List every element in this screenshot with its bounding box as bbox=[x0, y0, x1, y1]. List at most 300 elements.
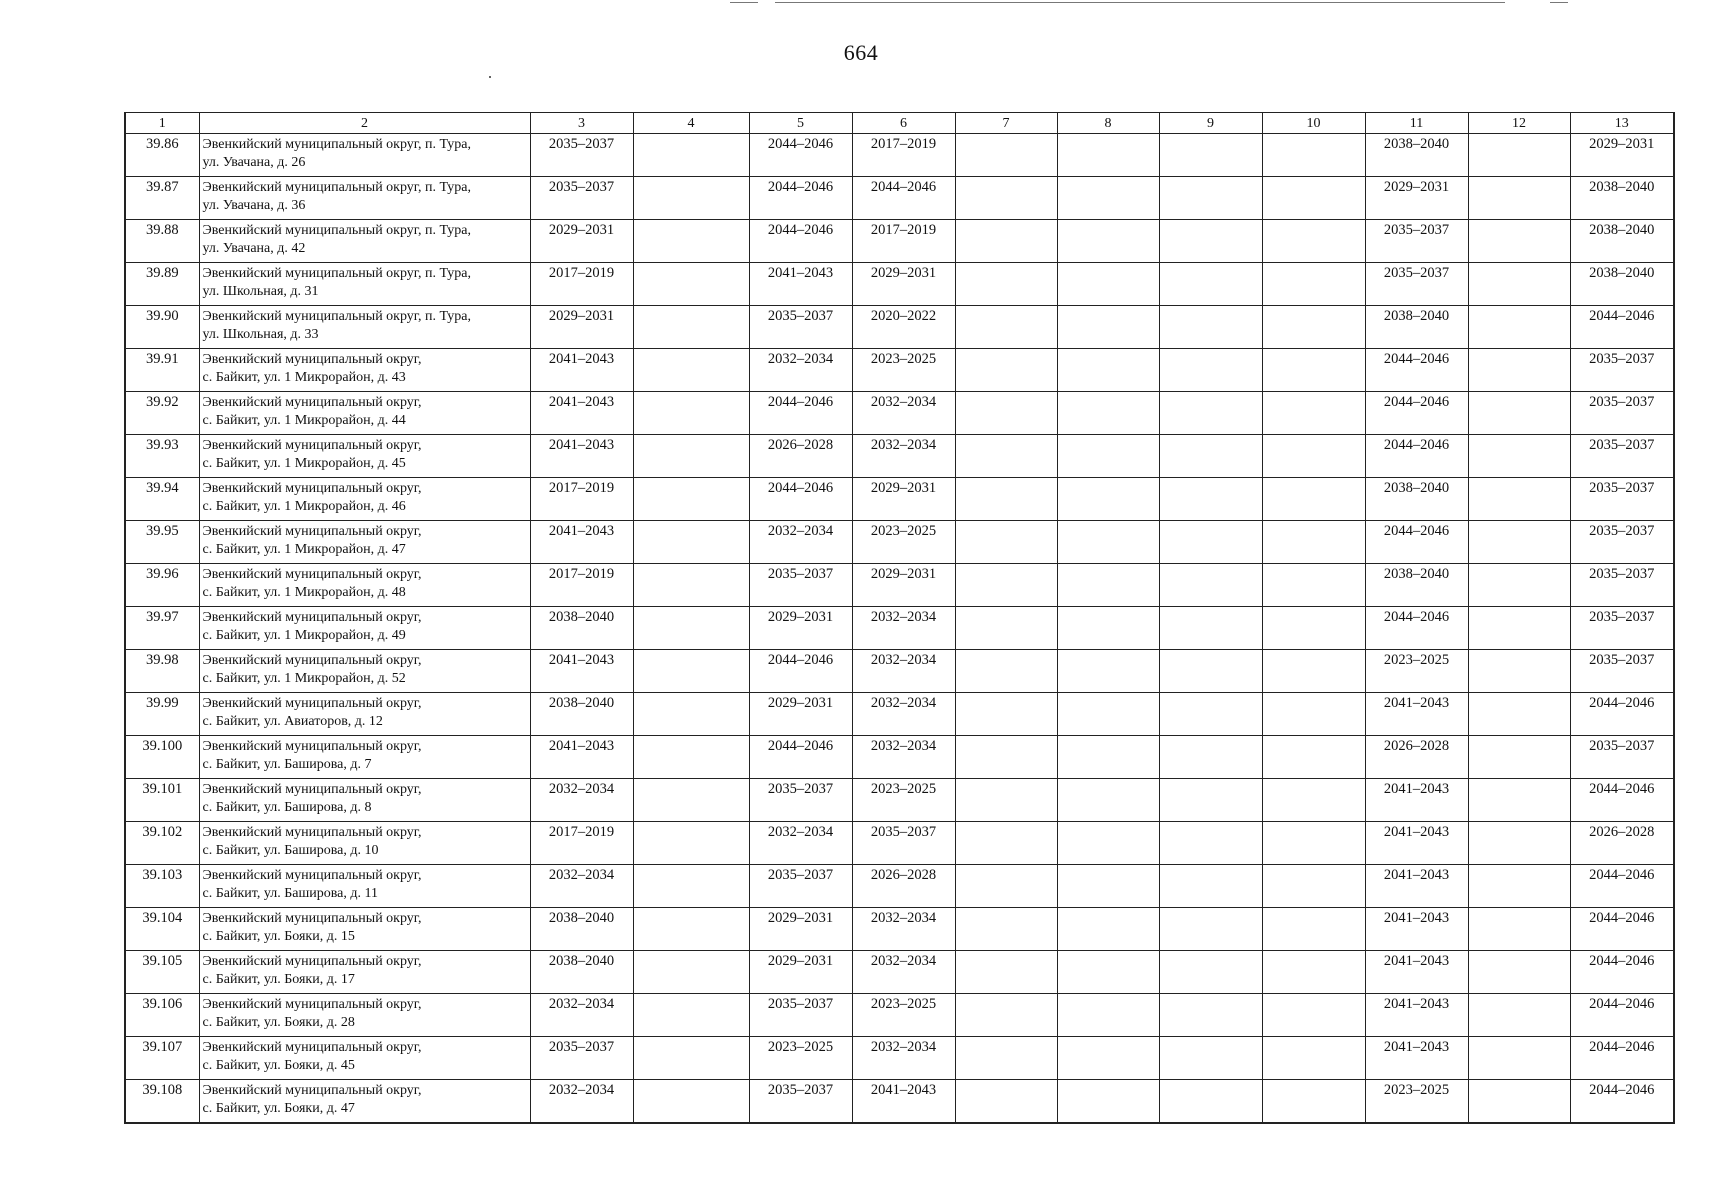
period-cell-9 bbox=[1159, 392, 1262, 435]
period-cell-10 bbox=[1262, 1080, 1365, 1124]
table-row bbox=[125, 1080, 1674, 1124]
address-cell bbox=[199, 1080, 530, 1124]
period-cell-5: 2023–2025 bbox=[749, 1037, 852, 1080]
period-cell-10 bbox=[1262, 779, 1365, 822]
period-cell-8 bbox=[1057, 521, 1159, 564]
table-row bbox=[125, 908, 1674, 951]
period-cell-12 bbox=[1468, 779, 1570, 822]
row-number-cell: 39.100 bbox=[125, 736, 199, 779]
address-line-2: с. Байкит, ул. Баширова, д. 11 bbox=[202, 885, 378, 901]
period-cell-12 bbox=[1468, 521, 1570, 564]
period-cell-6: 2029–2031 bbox=[852, 478, 955, 521]
period-cell-4 bbox=[633, 349, 749, 392]
period-cell-13: 2038–2040 bbox=[1570, 263, 1674, 306]
column-header-3: 3 bbox=[530, 113, 633, 134]
period-cell-9 bbox=[1159, 521, 1262, 564]
period-cell-4 bbox=[633, 220, 749, 263]
schedule-table bbox=[124, 112, 1675, 1124]
period-cell-5: 2044–2046 bbox=[749, 177, 852, 220]
period-cell-7 bbox=[955, 607, 1057, 650]
period-cell-12 bbox=[1468, 908, 1570, 951]
period-cell-5: 2044–2046 bbox=[749, 220, 852, 263]
period-cell-8 bbox=[1057, 822, 1159, 865]
row-number-cell: 39.91 bbox=[125, 349, 199, 392]
period-cell-8 bbox=[1057, 349, 1159, 392]
address-line-2: с. Байкит, ул. 1 Микрорайон, д. 47 bbox=[202, 541, 406, 557]
address-line-1: Эвенкийский муниципальный округ, bbox=[202, 524, 422, 539]
period-cell-4 bbox=[633, 435, 749, 478]
address-cell bbox=[199, 822, 530, 865]
row-number-cell: 39.107 bbox=[125, 1037, 199, 1080]
address-line-1: Эвенкийский муниципальный округ, bbox=[202, 911, 422, 926]
address-line-1: Эвенкийский муниципальный округ, bbox=[202, 438, 422, 453]
period-cell-5: 2035–2037 bbox=[749, 865, 852, 908]
address-cell bbox=[199, 779, 530, 822]
period-cell-13: 2044–2046 bbox=[1570, 1037, 1674, 1080]
table-row bbox=[125, 650, 1674, 693]
period-cell-10 bbox=[1262, 736, 1365, 779]
period-cell-13: 2035–2037 bbox=[1570, 392, 1674, 435]
period-cell-13: 2038–2040 bbox=[1570, 220, 1674, 263]
address-cell bbox=[199, 865, 530, 908]
period-cell-6: 2017–2019 bbox=[852, 134, 955, 177]
period-cell-4 bbox=[633, 865, 749, 908]
address-line-2: с. Байкит, ул. Бояки, д. 47 bbox=[202, 1100, 355, 1116]
period-cell-9 bbox=[1159, 435, 1262, 478]
row-number-cell: 39.101 bbox=[125, 779, 199, 822]
period-cell-12 bbox=[1468, 134, 1570, 177]
period-cell-6: 2017–2019 bbox=[852, 220, 955, 263]
period-cell-6: 2041–2043 bbox=[852, 1080, 955, 1124]
period-cell-5: 2035–2037 bbox=[749, 779, 852, 822]
period-cell-7 bbox=[955, 693, 1057, 736]
period-cell-5: 2029–2031 bbox=[749, 693, 852, 736]
period-cell-11: 2044–2046 bbox=[1365, 349, 1468, 392]
address-line-2: с. Байкит, ул. 1 Микрорайон, д. 45 bbox=[202, 455, 406, 471]
period-cell-6: 2023–2025 bbox=[852, 994, 955, 1037]
period-cell-12 bbox=[1468, 994, 1570, 1037]
address-cell bbox=[199, 263, 530, 306]
period-cell-5: 2029–2031 bbox=[749, 607, 852, 650]
period-cell-9 bbox=[1159, 306, 1262, 349]
period-cell-9 bbox=[1159, 1037, 1262, 1080]
period-cell-6: 2032–2034 bbox=[852, 693, 955, 736]
period-cell-3: 2035–2037 bbox=[530, 134, 633, 177]
table-row bbox=[125, 478, 1674, 521]
period-cell-3: 2035–2037 bbox=[530, 1037, 633, 1080]
period-cell-7 bbox=[955, 908, 1057, 951]
period-cell-7 bbox=[955, 822, 1057, 865]
period-cell-12 bbox=[1468, 392, 1570, 435]
period-cell-8 bbox=[1057, 994, 1159, 1037]
address-line-1: Эвенкийский муниципальный округ, bbox=[202, 1083, 422, 1098]
period-cell-4 bbox=[633, 564, 749, 607]
address-line-1: Эвенкийский муниципальный округ, bbox=[202, 610, 422, 625]
period-cell-5: 2032–2034 bbox=[749, 521, 852, 564]
period-cell-7 bbox=[955, 134, 1057, 177]
address-line-1: Эвенкийский муниципальный округ, п. Тура, bbox=[202, 223, 472, 238]
period-cell-8 bbox=[1057, 908, 1159, 951]
address-line-1: Эвенкийский муниципальный округ, п. Тура, bbox=[202, 266, 472, 281]
period-cell-4 bbox=[633, 994, 749, 1037]
period-cell-13: 2035–2037 bbox=[1570, 521, 1674, 564]
period-cell-11: 2035–2037 bbox=[1365, 220, 1468, 263]
period-cell-9 bbox=[1159, 951, 1262, 994]
address-cell bbox=[199, 736, 530, 779]
period-cell-8 bbox=[1057, 650, 1159, 693]
address-line-2: с. Байкит, ул. Авиаторов, д. 12 bbox=[202, 713, 383, 729]
column-header-13: 13 bbox=[1570, 113, 1674, 134]
period-cell-10 bbox=[1262, 435, 1365, 478]
table-row bbox=[125, 736, 1674, 779]
period-cell-9 bbox=[1159, 650, 1262, 693]
period-cell-3: 2041–2043 bbox=[530, 392, 633, 435]
period-cell-11: 2026–2028 bbox=[1365, 736, 1468, 779]
period-cell-10 bbox=[1262, 177, 1365, 220]
period-cell-7 bbox=[955, 521, 1057, 564]
period-cell-9 bbox=[1159, 908, 1262, 951]
table-body bbox=[125, 134, 1674, 1124]
address-line-1: Эвенкийский муниципальный округ, bbox=[202, 352, 422, 367]
period-cell-10 bbox=[1262, 650, 1365, 693]
period-cell-5: 2035–2037 bbox=[749, 564, 852, 607]
address-line-1: Эвенкийский муниципальный округ, bbox=[202, 481, 422, 496]
period-cell-8 bbox=[1057, 1080, 1159, 1124]
period-cell-3: 2041–2043 bbox=[530, 736, 633, 779]
column-header-1: 1 bbox=[125, 113, 199, 134]
address-cell bbox=[199, 607, 530, 650]
address-cell bbox=[199, 435, 530, 478]
period-cell-13: 2035–2037 bbox=[1570, 349, 1674, 392]
table-row bbox=[125, 349, 1674, 392]
column-header-6: 6 bbox=[852, 113, 955, 134]
address-line-2: с. Байкит, ул. 1 Микрорайон, д. 43 bbox=[202, 369, 406, 385]
period-cell-6: 2032–2034 bbox=[852, 951, 955, 994]
period-cell-12 bbox=[1468, 220, 1570, 263]
table-row bbox=[125, 994, 1674, 1037]
period-cell-5: 2044–2046 bbox=[749, 478, 852, 521]
period-cell-9 bbox=[1159, 822, 1262, 865]
period-cell-5: 2035–2037 bbox=[749, 994, 852, 1037]
period-cell-10 bbox=[1262, 564, 1365, 607]
row-number-cell: 39.96 bbox=[125, 564, 199, 607]
period-cell-13: 2044–2046 bbox=[1570, 908, 1674, 951]
period-cell-13: 2035–2037 bbox=[1570, 736, 1674, 779]
address-line-1: Эвенкийский муниципальный округ, bbox=[202, 954, 422, 969]
period-cell-8 bbox=[1057, 435, 1159, 478]
period-cell-3: 2029–2031 bbox=[530, 220, 633, 263]
address-line-2: с. Байкит, ул. 1 Микрорайон, д. 52 bbox=[202, 670, 406, 686]
period-cell-8 bbox=[1057, 478, 1159, 521]
period-cell-3: 2041–2043 bbox=[530, 521, 633, 564]
period-cell-5: 2032–2034 bbox=[749, 822, 852, 865]
period-cell-3: 2032–2034 bbox=[530, 779, 633, 822]
address-line-1: Эвенкийский муниципальный округ, п. Тура, bbox=[202, 137, 472, 152]
period-cell-7 bbox=[955, 220, 1057, 263]
period-cell-5: 2029–2031 bbox=[749, 951, 852, 994]
period-cell-4 bbox=[633, 822, 749, 865]
period-cell-4 bbox=[633, 478, 749, 521]
row-number-cell: 39.94 bbox=[125, 478, 199, 521]
period-cell-9 bbox=[1159, 994, 1262, 1037]
period-cell-13: 2035–2037 bbox=[1570, 607, 1674, 650]
period-cell-11: 2038–2040 bbox=[1365, 478, 1468, 521]
table-row bbox=[125, 263, 1674, 306]
table-row bbox=[125, 134, 1674, 177]
address-cell bbox=[199, 306, 530, 349]
period-cell-11: 2044–2046 bbox=[1365, 435, 1468, 478]
period-cell-12 bbox=[1468, 1037, 1570, 1080]
period-cell-10 bbox=[1262, 951, 1365, 994]
period-cell-6: 2029–2031 bbox=[852, 263, 955, 306]
row-number-cell: 39.95 bbox=[125, 521, 199, 564]
period-cell-6: 2032–2034 bbox=[852, 736, 955, 779]
period-cell-9 bbox=[1159, 779, 1262, 822]
column-header-10: 10 bbox=[1262, 113, 1365, 134]
period-cell-7 bbox=[955, 263, 1057, 306]
address-cell bbox=[199, 177, 530, 220]
period-cell-6: 2032–2034 bbox=[852, 650, 955, 693]
row-number-cell: 39.98 bbox=[125, 650, 199, 693]
period-cell-8 bbox=[1057, 220, 1159, 263]
scan-edge-line bbox=[1550, 2, 1568, 3]
period-cell-4 bbox=[633, 1037, 749, 1080]
address-cell bbox=[199, 220, 530, 263]
period-cell-5: 2044–2046 bbox=[749, 736, 852, 779]
row-number-cell: 39.102 bbox=[125, 822, 199, 865]
address-line-2: ул. Школьная, д. 33 bbox=[202, 326, 319, 342]
period-cell-7 bbox=[955, 994, 1057, 1037]
row-number-cell: 39.86 bbox=[125, 134, 199, 177]
period-cell-5: 2032–2034 bbox=[749, 349, 852, 392]
period-cell-9 bbox=[1159, 564, 1262, 607]
address-line-2: с. Байкит, ул. 1 Микрорайон, д. 48 bbox=[202, 584, 406, 600]
period-cell-10 bbox=[1262, 134, 1365, 177]
period-cell-9 bbox=[1159, 693, 1262, 736]
period-cell-6: 2029–2031 bbox=[852, 564, 955, 607]
period-cell-9 bbox=[1159, 607, 1262, 650]
period-cell-5: 2044–2046 bbox=[749, 392, 852, 435]
period-cell-10 bbox=[1262, 306, 1365, 349]
column-header-12: 12 bbox=[1468, 113, 1570, 134]
period-cell-11: 2041–2043 bbox=[1365, 693, 1468, 736]
period-cell-3: 2038–2040 bbox=[530, 607, 633, 650]
period-cell-13: 2029–2031 bbox=[1570, 134, 1674, 177]
address-cell bbox=[199, 349, 530, 392]
period-cell-5: 2029–2031 bbox=[749, 908, 852, 951]
row-number-cell: 39.108 bbox=[125, 1080, 199, 1124]
period-cell-13: 2035–2037 bbox=[1570, 478, 1674, 521]
period-cell-7 bbox=[955, 951, 1057, 994]
address-cell bbox=[199, 564, 530, 607]
period-cell-7 bbox=[955, 177, 1057, 220]
period-cell-7 bbox=[955, 650, 1057, 693]
period-cell-13: 2044–2046 bbox=[1570, 306, 1674, 349]
period-cell-7 bbox=[955, 392, 1057, 435]
address-line-1: Эвенкийский муниципальный округ, bbox=[202, 1040, 422, 1055]
period-cell-8 bbox=[1057, 306, 1159, 349]
period-cell-7 bbox=[955, 349, 1057, 392]
row-number-cell: 39.90 bbox=[125, 306, 199, 349]
table-row bbox=[125, 521, 1674, 564]
period-cell-5: 2041–2043 bbox=[749, 263, 852, 306]
period-cell-10 bbox=[1262, 693, 1365, 736]
column-header-11: 11 bbox=[1365, 113, 1468, 134]
period-cell-11: 2041–2043 bbox=[1365, 1037, 1468, 1080]
period-cell-3: 2035–2037 bbox=[530, 177, 633, 220]
period-cell-13: 2035–2037 bbox=[1570, 564, 1674, 607]
period-cell-3: 2038–2040 bbox=[530, 693, 633, 736]
period-cell-12 bbox=[1468, 177, 1570, 220]
column-header-7: 7 bbox=[955, 113, 1057, 134]
period-cell-9 bbox=[1159, 1080, 1262, 1124]
period-cell-4 bbox=[633, 306, 749, 349]
period-cell-4 bbox=[633, 177, 749, 220]
period-cell-9 bbox=[1159, 263, 1262, 306]
row-number-cell: 39.87 bbox=[125, 177, 199, 220]
address-cell bbox=[199, 650, 530, 693]
period-cell-12 bbox=[1468, 693, 1570, 736]
address-line-2: ул. Школьная, д. 31 bbox=[202, 283, 319, 299]
period-cell-9 bbox=[1159, 220, 1262, 263]
address-line-2: с. Байкит, ул. Баширова, д. 10 bbox=[202, 842, 379, 858]
period-cell-4 bbox=[633, 779, 749, 822]
period-cell-8 bbox=[1057, 865, 1159, 908]
period-cell-3: 2032–2034 bbox=[530, 865, 633, 908]
period-cell-10 bbox=[1262, 994, 1365, 1037]
address-line-1: Эвенкийский муниципальный округ, bbox=[202, 739, 422, 754]
row-number-cell: 39.93 bbox=[125, 435, 199, 478]
period-cell-7 bbox=[955, 478, 1057, 521]
period-cell-11: 2044–2046 bbox=[1365, 607, 1468, 650]
header-row bbox=[125, 113, 1674, 134]
period-cell-4 bbox=[633, 693, 749, 736]
period-cell-4 bbox=[633, 1080, 749, 1124]
period-cell-5: 2035–2037 bbox=[749, 306, 852, 349]
page-number: 664 bbox=[843, 40, 879, 65]
period-cell-6: 2032–2034 bbox=[852, 392, 955, 435]
period-cell-8 bbox=[1057, 779, 1159, 822]
address-line-2: с. Байкит, ул. 1 Микрорайон, д. 44 bbox=[202, 412, 406, 428]
period-cell-6: 2023–2025 bbox=[852, 349, 955, 392]
period-cell-4 bbox=[633, 650, 749, 693]
period-cell-10 bbox=[1262, 521, 1365, 564]
period-cell-12 bbox=[1468, 650, 1570, 693]
address-cell bbox=[199, 693, 530, 736]
address-line-1: Эвенкийский муниципальный округ, bbox=[202, 825, 422, 840]
period-cell-3: 2041–2043 bbox=[530, 435, 633, 478]
period-cell-10 bbox=[1262, 1037, 1365, 1080]
period-cell-9 bbox=[1159, 478, 1262, 521]
period-cell-11: 2041–2043 bbox=[1365, 951, 1468, 994]
period-cell-11: 2023–2025 bbox=[1365, 650, 1468, 693]
period-cell-7 bbox=[955, 1080, 1057, 1124]
address-line-2: с. Байкит, ул. Баширова, д. 8 bbox=[202, 799, 372, 815]
address-line-1: Эвенкийский муниципальный округ, bbox=[202, 868, 422, 883]
address-line-2: с. Байкит, ул. Баширова, д. 7 bbox=[202, 756, 372, 772]
period-cell-8 bbox=[1057, 564, 1159, 607]
table-row bbox=[125, 607, 1674, 650]
table-row bbox=[125, 435, 1674, 478]
period-cell-12 bbox=[1468, 951, 1570, 994]
address-line-1: Эвенкийский муниципальный округ, bbox=[202, 395, 422, 410]
period-cell-10 bbox=[1262, 908, 1365, 951]
table-row bbox=[125, 220, 1674, 263]
period-cell-4 bbox=[633, 607, 749, 650]
table-row bbox=[125, 693, 1674, 736]
period-cell-9 bbox=[1159, 865, 1262, 908]
period-cell-12 bbox=[1468, 306, 1570, 349]
period-cell-3: 2017–2019 bbox=[530, 478, 633, 521]
period-cell-4 bbox=[633, 263, 749, 306]
period-cell-11: 2035–2037 bbox=[1365, 263, 1468, 306]
row-number-cell: 39.105 bbox=[125, 951, 199, 994]
period-cell-12 bbox=[1468, 865, 1570, 908]
period-cell-10 bbox=[1262, 822, 1365, 865]
period-cell-11: 2041–2043 bbox=[1365, 779, 1468, 822]
address-line-2: ул. Увачана, д. 42 bbox=[202, 240, 306, 256]
period-cell-8 bbox=[1057, 392, 1159, 435]
period-cell-4 bbox=[633, 951, 749, 994]
period-cell-13: 2026–2028 bbox=[1570, 822, 1674, 865]
address-line-2: с. Байкит, ул. Бояки, д. 45 bbox=[202, 1057, 355, 1073]
period-cell-6: 2032–2034 bbox=[852, 435, 955, 478]
period-cell-11: 2023–2025 bbox=[1365, 1080, 1468, 1124]
address-line-1: Эвенкийский муниципальный округ, bbox=[202, 567, 422, 582]
period-cell-11: 2041–2043 bbox=[1365, 908, 1468, 951]
period-cell-6: 2032–2034 bbox=[852, 607, 955, 650]
period-cell-8 bbox=[1057, 134, 1159, 177]
period-cell-11: 2038–2040 bbox=[1365, 564, 1468, 607]
period-cell-11: 2029–2031 bbox=[1365, 177, 1468, 220]
address-line-1: Эвенкийский муниципальный округ, bbox=[202, 696, 422, 711]
period-cell-4 bbox=[633, 392, 749, 435]
period-cell-13: 2044–2046 bbox=[1570, 693, 1674, 736]
address-cell bbox=[199, 994, 530, 1037]
period-cell-13: 2044–2046 bbox=[1570, 779, 1674, 822]
period-cell-7 bbox=[955, 736, 1057, 779]
period-cell-10 bbox=[1262, 220, 1365, 263]
table-row bbox=[125, 951, 1674, 994]
period-cell-8 bbox=[1057, 693, 1159, 736]
row-number-cell: 39.88 bbox=[125, 220, 199, 263]
period-cell-6: 2044–2046 bbox=[852, 177, 955, 220]
period-cell-4 bbox=[633, 134, 749, 177]
row-number-cell: 39.89 bbox=[125, 263, 199, 306]
scan-speck bbox=[489, 76, 491, 78]
period-cell-13: 2044–2046 bbox=[1570, 994, 1674, 1037]
period-cell-7 bbox=[955, 564, 1057, 607]
row-number-cell: 39.106 bbox=[125, 994, 199, 1037]
period-cell-6: 2020–2022 bbox=[852, 306, 955, 349]
address-line-1: Эвенкийский муниципальный округ, bbox=[202, 782, 422, 797]
address-line-2: ул. Увачана, д. 36 bbox=[202, 197, 306, 213]
address-cell bbox=[199, 951, 530, 994]
table-row bbox=[125, 1037, 1674, 1080]
period-cell-10 bbox=[1262, 349, 1365, 392]
period-cell-3: 2017–2019 bbox=[530, 263, 633, 306]
period-cell-9 bbox=[1159, 134, 1262, 177]
period-cell-6: 2026–2028 bbox=[852, 865, 955, 908]
period-cell-13: 2035–2037 bbox=[1570, 435, 1674, 478]
period-cell-13: 2044–2046 bbox=[1570, 951, 1674, 994]
period-cell-8 bbox=[1057, 1037, 1159, 1080]
period-cell-7 bbox=[955, 1037, 1057, 1080]
period-cell-13: 2038–2040 bbox=[1570, 177, 1674, 220]
period-cell-12 bbox=[1468, 349, 1570, 392]
period-cell-3: 2017–2019 bbox=[530, 564, 633, 607]
period-cell-6: 2023–2025 bbox=[852, 521, 955, 564]
